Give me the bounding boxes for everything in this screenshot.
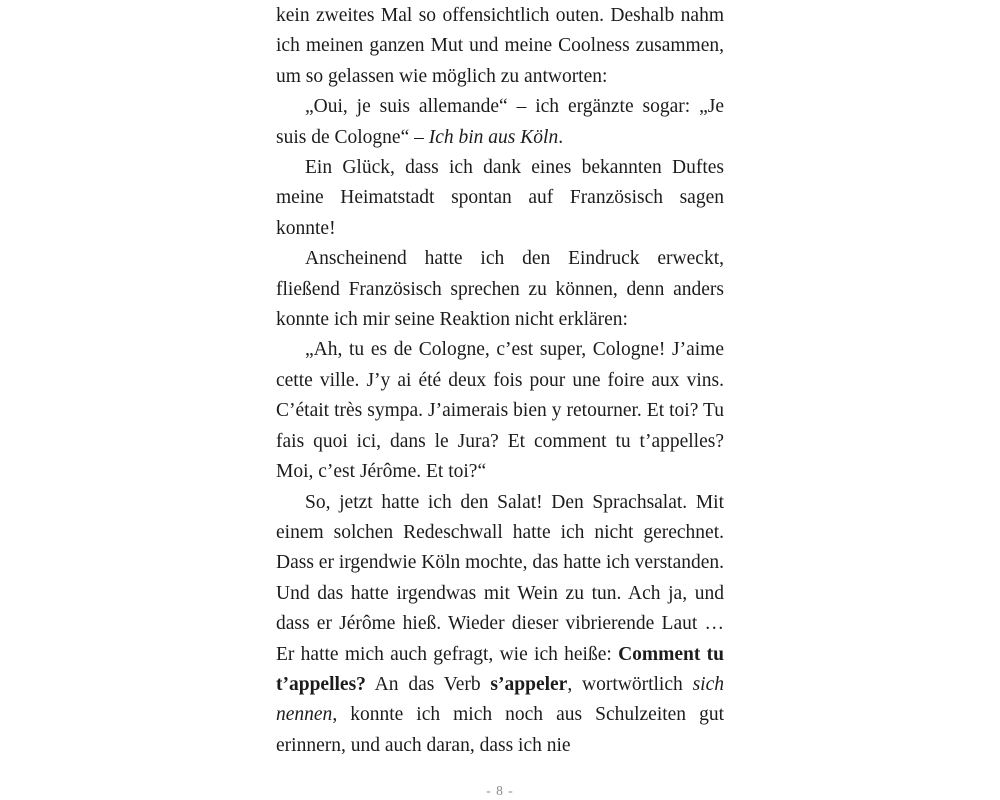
page-number: - 8 - <box>486 783 514 798</box>
text-run: . <box>558 126 564 148</box>
text-run: Comment tu t’appelles? <box>276 643 724 695</box>
text-run: , wortwörtlich <box>567 673 693 695</box>
text-run: , konnte ich mich noch aus Schulzeiten gut erinnern, und auch daran, dass ich nie <box>276 704 724 756</box>
paragraph <box>276 244 724 335</box>
text-run: Anscheinend hatte ich den Eindruck erweckt, fließend Französisch sprechen zu können, denn anders konnte ich mir seine Reaktion nicht erklären: <box>276 248 724 331</box>
text-run: Ein Glück, dass ich dank eines bekannten Duftes meine Heimatstadt spontan auf Französisch sagen konnte! <box>276 157 724 239</box>
text-run: „Oui, je suis allemande“ – ich ergänzte sogar: „Je suis de Cologne“ – <box>276 96 724 148</box>
paragraph <box>276 92 724 153</box>
text-run: Ich bin aus Köln <box>428 126 559 148</box>
paragraph <box>276 1 724 92</box>
text-run: So, jetzt hatte ich den Salat! Den Sprachsalat. Mit einem solchen Redeschwall hatte ich nicht gerechnet. Dass er irgendwie Köln mochte, das hatte ich verstanden. Und das hatte irgendwas mit Wein zu tun. Ach ja, und dass er Jérôme hieß. Wieder dieser vibrierende Laut … Er hatte mich auch gefragt, wie ich heiße: <box>276 491 725 665</box>
text-run: sich nennen <box>276 673 724 726</box>
text-column <box>276 0 724 761</box>
text-run: kein zweites Mal so offensichtlich outen. Deshalb nahm ich meinen ganzen Mut und meine Coolness zusammen, um so gelassen wie möglich zu antworten: <box>276 5 724 87</box>
paragraph <box>276 488 724 762</box>
text-run: „Ah, tu es de Cologne, c’est super, Cologne! J’aime cette ville. J’y ai été deux fois pour une foire aux vins. C’était très sympa. J’aimerais bien y retourner. Et toi? Tu fais quoi ici, dans le Jura? Et comment tu t’appelles? Moi, c’est Jérôme. Et toi?“ <box>276 339 724 483</box>
text-run: An das Verb <box>365 673 491 695</box>
paragraph <box>276 335 724 487</box>
text-run: s’appeler <box>490 673 568 695</box>
paragraph <box>276 153 724 244</box>
